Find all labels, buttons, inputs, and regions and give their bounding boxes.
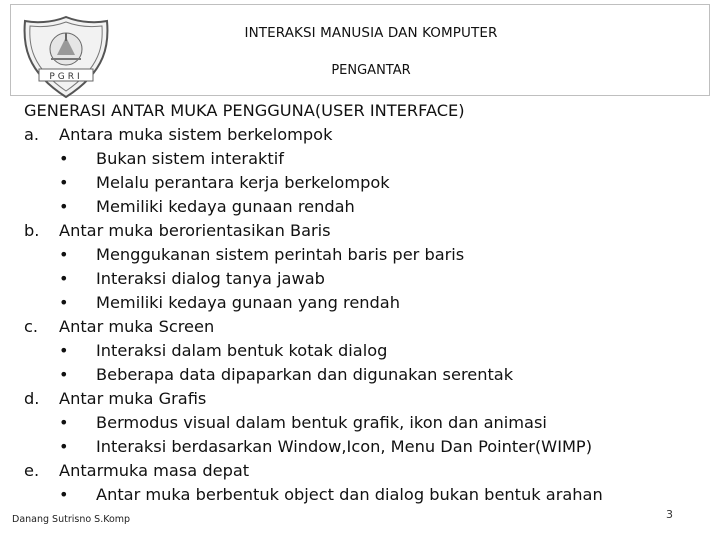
list-item-e — [24, 459, 704, 483]
slide-content — [24, 99, 704, 507]
list-item-b — [24, 219, 704, 243]
list-item-d — [24, 387, 704, 411]
page-number: 3 — [666, 508, 673, 521]
list-marker: c. — [24, 317, 39, 336]
bullet-item — [24, 147, 704, 171]
bullet-text: Memiliki kedaya gunaan rendah — [96, 197, 355, 216]
logo-text: PGRI — [49, 72, 83, 82]
bullet-text: Antar muka berbentuk object dan dialog bukan bentuk arahan — [96, 485, 603, 504]
bullet-icon: • — [59, 341, 69, 360]
bullet-icon: • — [59, 365, 69, 384]
list-marker: a. — [24, 125, 40, 144]
list-item-title: Antar muka Grafis — [59, 389, 207, 408]
bullet-text: Menggukanan sistem perintah baris per baris — [96, 245, 465, 264]
list-item-title: Antar muka berorientasikan Baris — [59, 221, 331, 240]
bullet-text: Memiliki kedaya gunaan yang rendah — [96, 293, 400, 312]
list-item-title: Antar muka Screen — [59, 317, 215, 336]
bullet-icon: • — [59, 437, 69, 456]
bullet-text: Melalu perantara kerja berkelompok — [96, 173, 390, 192]
list-marker: d. — [24, 389, 40, 408]
page-subtitle: PENGANTAR — [331, 63, 411, 78]
bullet-icon: • — [59, 245, 69, 264]
bullet-text: Beberapa data dipaparkan dan digunakan serentak — [96, 365, 514, 384]
footer-author: Danang Sutrisno S.Komp — [12, 514, 131, 525]
bullet-item — [24, 291, 704, 315]
bullet-text: Interaksi berdasarkan Window,Icon, Menu Dan Pointer(WIMP) — [96, 437, 593, 456]
bullet-text: Interaksi dialog tanya jawab — [96, 269, 325, 288]
header-box — [10, 4, 710, 96]
list-marker: b. — [24, 221, 40, 240]
bullet-item — [24, 171, 704, 195]
pgri-seal-icon — [23, 15, 109, 99]
bullet-icon: • — [59, 149, 69, 168]
bullet-item — [24, 435, 704, 459]
bullet-text: Bermodus visual dalam bentuk grafik, ikon dan animasi — [96, 413, 547, 432]
bullet-item — [24, 363, 704, 387]
bullet-icon: • — [59, 173, 69, 192]
bullet-text: Bukan sistem interaktif — [96, 149, 284, 168]
section-heading: GENERASI ANTAR MUKA PENGGUNA(USER INTERFACE) — [24, 101, 465, 120]
bullet-item — [24, 339, 704, 363]
list-item-c — [24, 315, 704, 339]
bullet-item — [24, 267, 704, 291]
bullet-icon: • — [59, 269, 69, 288]
bullet-item — [24, 411, 704, 435]
bullet-icon: • — [59, 197, 69, 216]
bullet-item — [24, 195, 704, 219]
page-title: INTERAKSI MANUSIA DAN KOMPUTER — [244, 25, 498, 41]
list-item-title: Antarmuka masa depat — [59, 461, 250, 480]
list-item-a — [24, 123, 704, 147]
list-item-title: Antara muka sistem berkelompok — [59, 125, 333, 144]
bullet-icon: • — [59, 413, 69, 432]
bullet-item — [24, 243, 704, 267]
bullet-item — [24, 483, 704, 507]
bullet-text: Interaksi dalam bentuk kotak dialog — [96, 341, 388, 360]
bullet-icon: • — [59, 293, 69, 312]
list-marker: e. — [24, 461, 40, 480]
bullet-icon: • — [59, 485, 69, 504]
